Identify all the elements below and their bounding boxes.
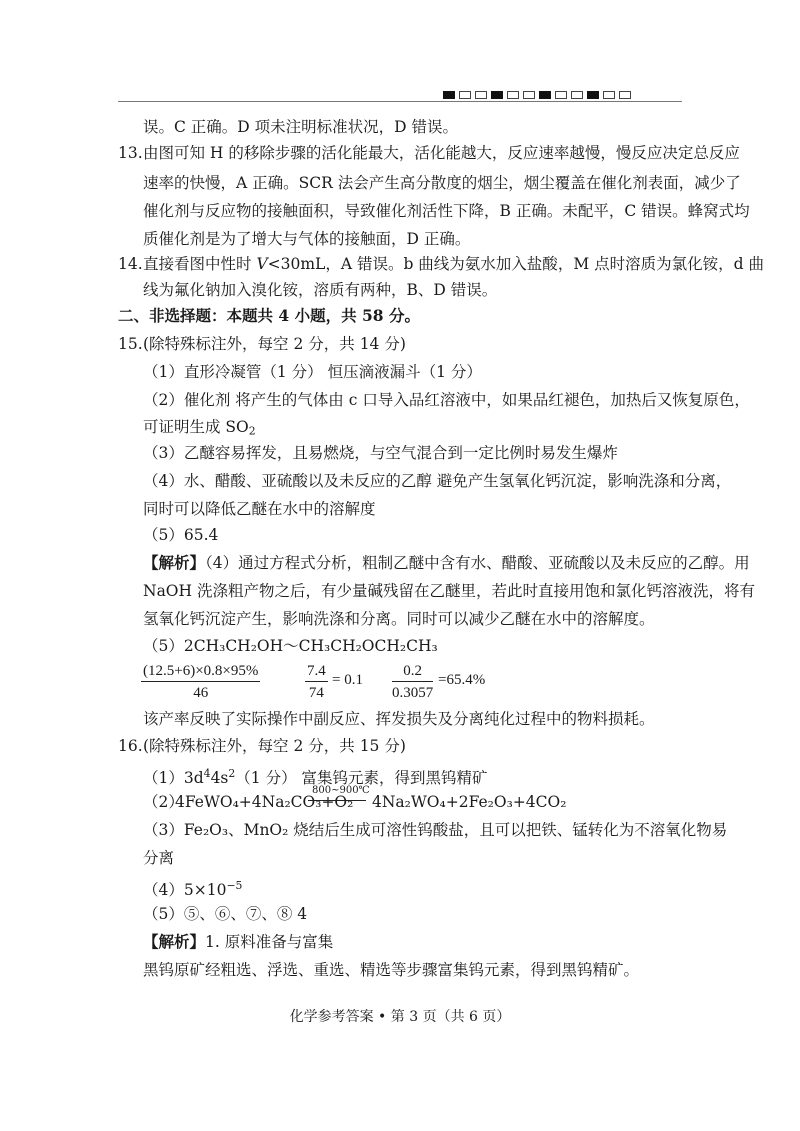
q15-answer-5: （5）65.4 bbox=[143, 526, 219, 544]
q16-reaction-arrow bbox=[308, 800, 366, 801]
q15-scoring-note: (除特殊标注外，每空 2 分，共 14 分) bbox=[143, 335, 406, 353]
q16-reaction-reactants: 4FeWO₄+4Na₂CO₃+O₂ bbox=[175, 793, 354, 811]
fraction-moles-result: = 0.1 bbox=[332, 672, 363, 688]
answer-13-line-3: 催化剂与反应物的接触面积，导致催化剂活性下降，B 正确。未配平，C 错误。蜂窝式均 bbox=[143, 202, 750, 220]
order-mark bbox=[459, 91, 471, 99]
question-number-14: 14. bbox=[118, 255, 143, 273]
q15-analysis-line-3: 氢氧化钙沉淀产生，影响洗涤和分离。同时可以减少乙醚在水中的溶解度。 bbox=[143, 610, 655, 628]
question-number-16: 16. bbox=[118, 737, 143, 755]
page-order-marks bbox=[443, 91, 631, 99]
fraction-yield-result: =65.4% bbox=[438, 672, 486, 688]
answer-13-line-4: 质催化剂是为了增大与气体的接触面，D 正确。 bbox=[143, 230, 471, 248]
order-mark bbox=[603, 91, 615, 99]
q15-analysis-line-1: 【解析】（4）通过方程式分析，粗制乙醚中含有水、醋酸、亚硫酸以及未反应的乙醇。用 bbox=[143, 553, 750, 572]
q16-reaction-condition: 800~900℃ bbox=[312, 785, 370, 796]
q15-answer-2-line-2: 可证明生成 $SO_2$ bbox=[143, 418, 256, 438]
q16-answer-4: $(4)5\times 10^{-5}$ bbox=[143, 879, 243, 899]
line-prev-answer: 误。C 正确。D 项未注明标准状况，D 错误。 bbox=[143, 118, 458, 136]
q16-analysis-line-2: 黑钨原矿经粗选、浮选、重选、精选等步骤富集钨元素，得到黑钨精矿。 bbox=[143, 961, 640, 979]
fraction-yield bbox=[392, 662, 433, 702]
order-mark bbox=[523, 91, 535, 99]
order-mark bbox=[619, 91, 631, 99]
order-mark bbox=[571, 91, 583, 99]
answer-14-line-2: 线为氟化钠加入溴化铵，溶质有两种，B、D 错误。 bbox=[143, 281, 498, 299]
answer-13-line-2: 速率的快慢，A 正确。SCR 法会产生高分散度的烟尘，烟尘覆盖在催化剂表面，减少了 bbox=[143, 174, 741, 192]
order-mark bbox=[507, 91, 519, 99]
fraction-denominator: 46 bbox=[193, 685, 209, 701]
order-mark bbox=[443, 91, 455, 99]
fraction-denominator: 74 bbox=[308, 685, 324, 701]
q16-scoring-note: (除特殊标注外，每空 2 分，共 15 分) bbox=[143, 737, 406, 755]
q15-answer-3: （3）乙醚容易挥发，且易燃烧，与空气混合到一定比例时易发生爆炸 bbox=[143, 444, 618, 462]
q16-answer-1: $(1)3d^44s^2(1$ 分） 富集钨元素，得到黑钨精矿 bbox=[143, 767, 488, 787]
section-heading: 二、非选择题：本题共 4 小题，共 58 分。 bbox=[118, 306, 420, 325]
page-footer: 化学参考答案 • 第 3 页（共 6 页） bbox=[289, 1009, 511, 1025]
fraction-numerator: (12.5+6)×0.8×95% bbox=[141, 662, 260, 682]
q15-answer-4-line-1: （4）水、醋酸、亚硫酸以及未反应的乙醇 避免产生氢氧化钙沉淀，影响洗涤和分离， bbox=[143, 472, 732, 490]
fraction-denominator: 0.3057 bbox=[392, 685, 434, 701]
fraction-moles bbox=[305, 662, 328, 702]
order-mark bbox=[539, 91, 551, 99]
question-number-15: 15. bbox=[118, 335, 143, 353]
answer-14-line-1: 直接看图中性时 V<30mL，A 错误。b 曲线为氨水加入盐酸，M 点时溶质为氯化铵，d 曲 bbox=[143, 255, 764, 273]
order-mark bbox=[587, 91, 599, 99]
fraction-theoretical-mass bbox=[141, 662, 260, 702]
order-mark bbox=[491, 91, 503, 99]
order-mark bbox=[555, 91, 567, 99]
header-rule bbox=[118, 101, 682, 102]
answer-13-line-1: 由图可知 H 的移除步骤的活化能最大，活化能越大，反应速率越慢，慢反应决定总反应 bbox=[143, 144, 740, 162]
q15-analysis-equation: （5）2CH₃CH₂OH～CH₃CH₂OCH₂CH₃ bbox=[143, 637, 438, 655]
fraction-numerator: 0.2 bbox=[392, 662, 433, 682]
q15-answer-2-line-1: （2）催化剂 将产生的气体由 c 口导入品红溶液中，如果品红褪色，加热后又恢复原色， bbox=[143, 391, 750, 409]
q16-answer-3-line-2: 分离 bbox=[143, 849, 175, 867]
q15-analysis-line-2: NaOH 洗涤粗产物之后，有少量碱残留在乙醚里，若此时直接用饱和氯化钙溶液洗，将有 bbox=[143, 582, 755, 600]
q16-answer-2-label: （2） bbox=[143, 793, 184, 811]
q16-answer-3-line-1: （3）Fe₂O₃、MnO₂ 烧结后生成可溶性钨酸盐，且可以把铁、锰转化为不溶氧化物易 bbox=[143, 821, 728, 839]
q15-answer-4-line-2: 同时可以降低乙醚在水中的溶解度 bbox=[143, 500, 376, 518]
fraction-numerator: 7.4 bbox=[305, 662, 328, 682]
q15-answer-1: （1）直形冷凝管（1 分） 恒压滴液漏斗（1 分） bbox=[143, 363, 482, 381]
q15-analysis-conclusion: 该产率反映了实际操作中副反应、挥发损失及分离纯化过程中的物料损耗。 bbox=[143, 710, 655, 728]
q16-analysis-line-1: 【解析】1. 原料准备与富集 bbox=[143, 932, 334, 951]
order-mark bbox=[475, 91, 487, 99]
q16-answer-5: （5）⑤、⑥、⑦、⑧ 4 bbox=[143, 905, 308, 923]
question-number-13: 13. bbox=[118, 144, 143, 162]
q16-reaction-products: 4Na₂WO₄+2Fe₂O₃+4CO₂ bbox=[372, 793, 567, 811]
